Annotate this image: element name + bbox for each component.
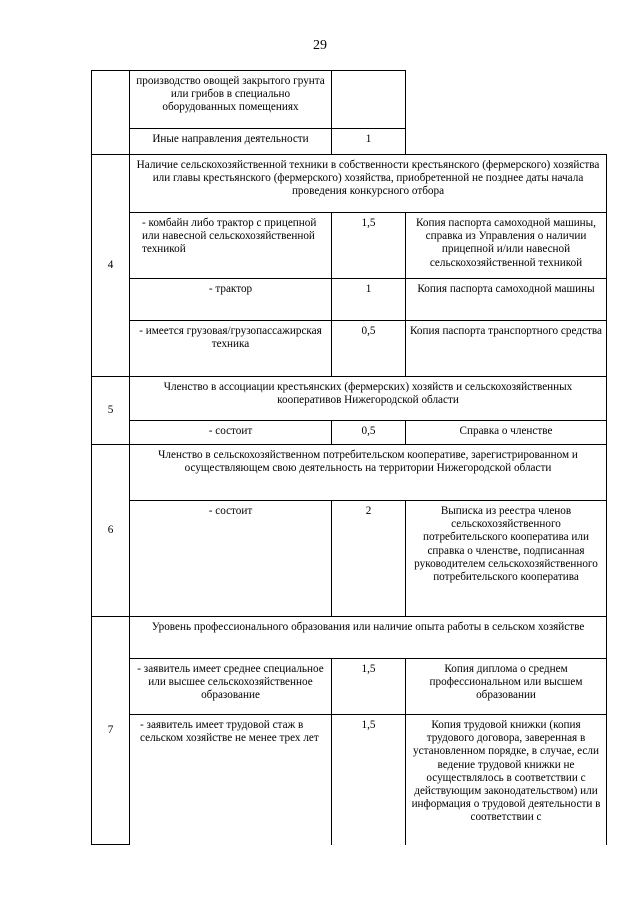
page-number: 29: [313, 38, 327, 53]
criterion-cell: - комбайн либо трактор с прицепной или навесной сельскохозяйственной техникой: [130, 213, 332, 279]
document-cell: Копия трудовой книжки (копия трудового договора, заверенная в установленном порядке, в случае, если ведение трудовой книжки не осуществлялось в соответствии с действующим законодательством) или информация о трудовой деятельности в соответствии с: [406, 715, 607, 845]
document-cell: Копия паспорта транспортного средства: [406, 321, 607, 377]
score-cell: 1: [332, 129, 406, 155]
score-cell: 0,5: [332, 421, 406, 445]
section-header-row: [92, 377, 607, 421]
table-row: [92, 321, 607, 377]
criterion-cell: - заявитель имеет трудовой стаж в сельском хозяйстве не менее трех лет: [130, 715, 332, 845]
score-cell: 1: [332, 279, 406, 321]
criterion-cell: - трактор: [130, 279, 332, 321]
criterion-cell: - заявитель имеет среднее специальное или высшее сельскохозяйственное образование: [130, 659, 332, 715]
criterion-cell: Иные направления деятельности: [130, 129, 332, 155]
section-header-row: [92, 445, 607, 501]
document-cell: Копия диплома о среднем профессиональном или высшем образовании: [406, 659, 607, 715]
criterion-cell: - состоит: [130, 501, 332, 617]
score-cell: 2: [332, 501, 406, 617]
document-cell: Справка о членстве: [406, 421, 607, 445]
section-header-row: [92, 155, 607, 213]
section-number: 7: [92, 617, 130, 845]
section-header-row: [92, 617, 607, 659]
table-row: [92, 501, 607, 617]
table-row: [92, 421, 607, 445]
section-title: Членство в сельскохозяйственном потребительском кооперативе, зарегистрированном и осуществляющем свою деятельность на территории Нижегородской области: [130, 445, 607, 501]
section-number: 4: [92, 155, 130, 377]
table-row: [92, 279, 607, 321]
criterion-cell: - имеется грузовая/грузопассажирская техника: [130, 321, 332, 377]
table-row: [92, 129, 607, 155]
table-row: [92, 71, 607, 129]
score-cell: 0,5: [332, 321, 406, 377]
criteria-table: [91, 70, 607, 845]
section-title: Наличие сельскохозяйственной техники в собственности крестьянского (фермерского) хозяйства или главы крестьянского (фермерского) хозяйства, приобретенной не позднее даты начала проведения конкурсного отбора: [130, 155, 607, 213]
score-cell: 1,5: [332, 715, 406, 845]
section-number: 6: [92, 445, 130, 617]
document-cell: Выписка из реестра членов сельскохозяйственного потребительского кооператива или справка о членстве, подписанная руководителем сельскохозяйственного потребительского кооператива: [406, 501, 607, 617]
document-cell: Копия паспорта самоходной машины: [406, 279, 607, 321]
document-cell: Копия паспорта самоходной машины, справка из Управления о наличии прицепной и/или навесной сельскохозяйственной техникой: [406, 213, 607, 279]
score-cell: [332, 71, 406, 129]
section-title: Членство в ассоциации крестьянских (фермерских) хозяйств и сельскохозяйственных кооперативов Нижегородской области: [130, 377, 607, 421]
table-row: [92, 715, 607, 845]
criterion-cell: производство овощей закрытого грунта или грибов в специально оборудованных помещениях: [130, 71, 332, 129]
table-row: [92, 659, 607, 715]
table-row: [92, 213, 607, 279]
score-cell: 1,5: [332, 213, 406, 279]
section-title: Уровень профессионального образования или наличие опыта работы в сельском хозяйстве: [130, 617, 607, 659]
score-cell: 1,5: [332, 659, 406, 715]
criterion-cell: - состоит: [130, 421, 332, 445]
section-number: 5: [92, 377, 130, 445]
